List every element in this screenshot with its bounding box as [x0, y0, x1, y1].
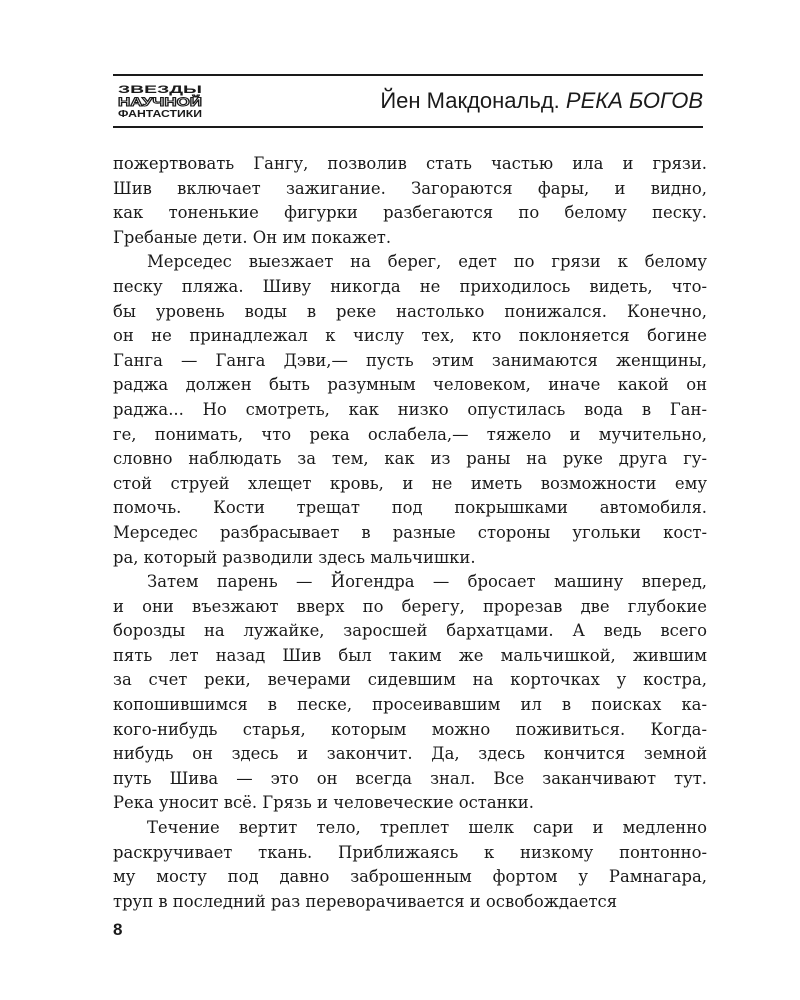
text-line: ге, понимать, что река ослабела,— тяжело и мучительно, [113, 424, 707, 444]
text-line: Затем парень — Йогендра — бросает машину вперед, [147, 572, 707, 592]
text-line: раджа... Но смотреть, как низко опустилась вода в Ган- [113, 399, 707, 419]
text-line: Гребаные дети. Он им покажет. [113, 227, 392, 247]
text-line: нибудь он здесь и закончит. Да, здесь кончится земной [113, 744, 707, 764]
page-number: 8 [113, 920, 123, 939]
header-title [380, 88, 703, 114]
text-line: Мерседес выезжает на берег, едет по грязи к белому [147, 252, 707, 272]
text-line: копошившимся в песке, просеивавшим ил в поисках ка- [113, 695, 707, 715]
header-book-title: РЕКА БОГОВ [565, 88, 703, 113]
paragraph [113, 816, 707, 914]
text-line: Мерседес разбрасывает в разные стороны угольки кост- [113, 522, 707, 542]
text-line: бы уровень воды в реке настолько понижался. Конечно, [113, 301, 707, 321]
header-rule-top [113, 74, 703, 76]
logo-line-2: НАУЧНОЙ [118, 95, 178, 109]
paragraph [113, 570, 707, 816]
text-line: он не принадлежал к числу тех, кто поклоняется богине [113, 326, 707, 346]
text-line: песку пляжа. Шиву никогда не приходилось видеть, что- [113, 276, 707, 296]
header-author: Йен Макдональд. [380, 88, 560, 113]
text-line: словно наблюдать за тем, как из раны на руке друга гу- [113, 449, 707, 469]
text-line: Река уносит всё. Грязь и человеческие останки. [113, 793, 534, 813]
series-logo-graphic [116, 82, 206, 120]
logo-line-3: ФАНТАСТИКИ [118, 109, 202, 120]
text-line: стой струей хлещет кровь, и не иметь возможности ему [113, 473, 707, 493]
header-rule-bottom [113, 126, 703, 128]
text-line: помочь. Кости трещат под покрышками автомобиля. [113, 498, 707, 518]
text-line: за счет реки, вечерами сидевшим на корточках у костра, [113, 670, 707, 690]
text-line: как тоненькие фигурки разбегаются по белому песку. [113, 203, 707, 223]
logo-line-1: ЗВЕЗДЫ [118, 84, 203, 96]
text-line: раджа должен быть разумным человеком, иначе какой он [113, 375, 707, 395]
text-line: кого-нибудь старья, которым можно поживиться. Когда- [113, 719, 707, 739]
text-line: му мосту под давно заброшенным фортом у Рамнагара, [113, 867, 707, 887]
body-text [113, 152, 707, 914]
text-line: ра, который разводили здесь мальчишки. [113, 547, 476, 567]
text-line: труп в последний раз переворачивается и освобождается [113, 891, 618, 911]
paragraph [113, 152, 707, 250]
running-header [113, 74, 703, 130]
text-line: борозды на лужайке, заросшей бархатцами. А ведь всего [113, 621, 707, 641]
text-line: Течение вертит тело, треплет шелк сари и медленно [147, 818, 707, 838]
series-logo [116, 82, 206, 120]
text-line: Шив включает зажигание. Загораются фары, и видно, [113, 178, 707, 198]
text-line: пожертвовать Гангу, позволив стать частью ила и грязи. [113, 154, 707, 173]
text-line: пять лет назад Шив был таким же мальчишкой, жившим [113, 645, 707, 665]
paragraph [113, 250, 707, 570]
text-line: и они въезжают вверх по берегу, прорезав две глубокие [113, 596, 707, 616]
text-line: раскручивает ткань. Приближаясь к низкому понтонно- [113, 842, 707, 862]
text-line: путь Шива — это он всегда знал. Все заканчивают тут. [113, 768, 707, 788]
text-line: Ганга — Ганга Дэви,— пусть этим занимаются женщины, [113, 350, 707, 370]
